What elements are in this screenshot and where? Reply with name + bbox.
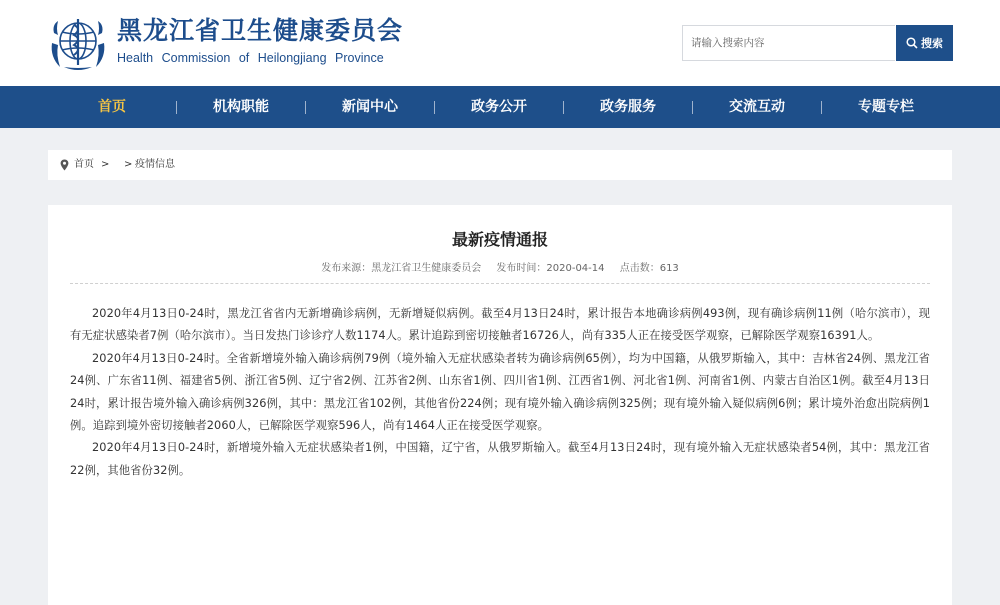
- article-body: [70, 303, 930, 482]
- nav-separator: [176, 101, 177, 114]
- nav-item-gov-affairs[interactable]: 政务公开: [471, 99, 527, 115]
- article-paragraph: 2020年4月13日0-24时，新增境外输入无症状感染者1例，中国籍，辽宁省，从俄罗斯输入。截至4月13日24时，现有境外输入无症状感染者54例，其中：黑龙江省22例，其他省份32例。: [70, 441, 930, 477]
- article-source: 发布来源：黑龙江省卫生健康委员会: [321, 263, 482, 274]
- who-emblem-icon[interactable]: [46, 11, 110, 75]
- nav-separator: [434, 101, 435, 114]
- breadcrumb-home[interactable]: 首页: [74, 159, 94, 170]
- breadcrumb-separator: >: [124, 159, 133, 170]
- divider: [70, 283, 930, 284]
- nav-item-home[interactable]: 首页: [98, 99, 126, 115]
- nav-item-gov-services[interactable]: 政务服务: [600, 99, 656, 115]
- search-button-label: 搜索: [921, 37, 943, 50]
- breadcrumb-separator: >: [101, 159, 110, 170]
- search-icon: [906, 37, 918, 49]
- site-header: [0, 0, 1000, 86]
- location-pin-icon: [60, 159, 69, 171]
- article-meta: [48, 259, 952, 274]
- breadcrumb: [48, 150, 952, 180]
- article-date: 发布时间：2020-04-14: [496, 263, 605, 274]
- nav-item-functions[interactable]: 机构职能: [213, 99, 269, 115]
- article: [48, 205, 952, 605]
- article-clicks: 点击数：613: [619, 263, 679, 274]
- article-paragraph: 2020年4月13日0-24时。全省新增境外输入确诊病例79例（境外输入无症状感染者转为确诊病例65例），均为中国籍，从俄罗斯输入，其中：吉林省24例、黑龙江省24例、广东省11例、福建省5例、浙江省5例、辽宁省2例、江苏省2例、山东省1例、四川省1例、江西省1例、河北省1例、河南省1例、内蒙古自治区1例。截至4月13日24时，累计报告境外输入确诊病例326例，其中：黑龙江省102例，其他省份224例；现有境外输入确诊病例325例；现有境外输入疑似病例6例；累计境外治愈出院病例1例。追踪到境外密切接触者2060人，已解除医学观察596人，尚有1464人正在接受医学观察。: [70, 351, 930, 433]
- nav-item-topics[interactable]: 专题专栏: [858, 99, 914, 115]
- nav-item-interaction[interactable]: 交流互动: [729, 99, 785, 115]
- site-subtitle-en: Health Commission of Heilongjiang Province: [117, 51, 384, 65]
- search-input[interactable]: [682, 25, 895, 61]
- main-nav: [0, 86, 1000, 128]
- nav-item-news[interactable]: 新闻中心: [342, 99, 398, 115]
- nav-separator: [305, 101, 306, 114]
- article-paragraph: 2020年4月13日0-24时，黑龙江省省内无新增确诊病例，无新增疑似病例。截至4月13日24时，累计报告本地确诊病例493例，现有确诊病例11例（哈尔滨市），现有无症状感染者7例（哈尔滨市）。当日发热门诊诊疗人数1174人。累计追踪到密切接触者16726人，尚有335人正在接受医学观察，已解除医学观察16391人。: [70, 307, 930, 343]
- breadcrumb-current[interactable]: 疫情信息: [135, 159, 175, 170]
- article-title: 最新疫情通报: [451, 230, 548, 249]
- search-button[interactable]: [896, 25, 953, 61]
- site-title[interactable]: 黑龙江省卫生健康委员会: [117, 16, 404, 45]
- nav-separator: [821, 101, 822, 114]
- nav-separator: [563, 101, 564, 114]
- nav-separator: [692, 101, 693, 114]
